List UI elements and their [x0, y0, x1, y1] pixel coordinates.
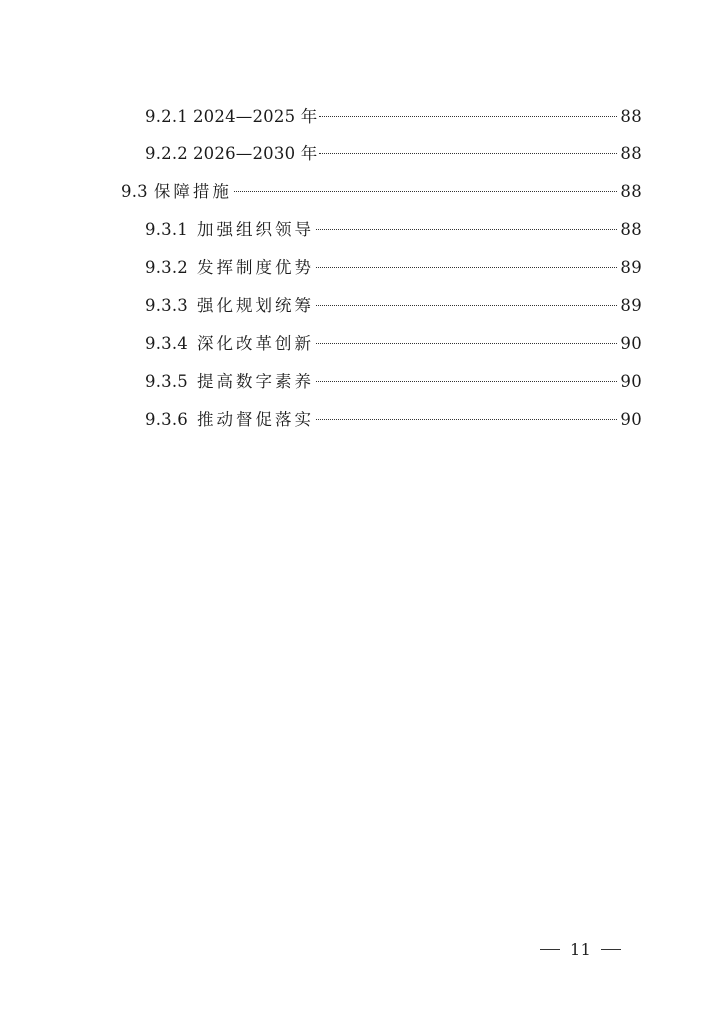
toc-entry-9-2-2[interactable]	[145, 141, 642, 167]
toc-entry-page: 90	[620, 410, 642, 429]
toc-entry-page: 90	[620, 334, 642, 353]
toc-entry-9-2-1[interactable]	[145, 104, 642, 130]
toc-entry-page: 89	[620, 296, 642, 315]
toc-entry-title: 强化规划统筹	[196, 296, 314, 315]
toc-entry-title: 加强组织领导	[196, 220, 314, 239]
toc-entry-number: 9.3.6	[145, 410, 188, 429]
dot-leader	[316, 267, 617, 268]
toc-entry-page: 88	[620, 182, 642, 201]
toc-entry-number: 9.3.1	[145, 220, 188, 239]
toc-entry-page: 88	[620, 107, 642, 126]
toc-entry-title: 保障措施	[153, 182, 232, 201]
dot-leader	[316, 305, 617, 306]
toc-entry-9-3-6[interactable]	[145, 407, 642, 433]
toc-entry-page: 88	[620, 144, 642, 163]
toc-entry-title: 深化改革创新	[196, 334, 314, 353]
toc-entry-page: 88	[620, 220, 642, 239]
toc-entry-9-3-1[interactable]	[145, 217, 642, 243]
page-footer	[540, 936, 621, 962]
dot-leader	[316, 419, 617, 420]
toc-entry-number: 9.3	[121, 182, 148, 201]
dot-leader	[316, 343, 617, 344]
footer-dash-right	[601, 949, 621, 950]
toc-entry-page: 89	[620, 258, 642, 277]
page-number: 11	[570, 939, 592, 959]
toc-entry-9-3-2[interactable]	[145, 255, 642, 281]
toc-entry-title: 发挥制度优势	[196, 258, 314, 277]
toc-entry-title: 2024—2025 年	[192, 107, 318, 126]
toc-entry-9-3-3[interactable]	[145, 293, 642, 319]
toc-entry-number: 9.3.5	[145, 372, 188, 391]
toc-entry-number: 9.3.3	[145, 296, 188, 315]
toc-entry-title: 2026—2030 年	[192, 144, 318, 163]
footer-dash-left	[540, 949, 560, 950]
dot-leader	[319, 153, 617, 154]
dot-leader	[316, 381, 617, 382]
dot-leader	[316, 229, 617, 230]
toc-entry-9-3-4[interactable]	[145, 331, 642, 357]
toc-entry-number: 9.2.2	[145, 144, 188, 163]
toc-entry-number: 9.2.1	[145, 107, 188, 126]
toc-entry-number: 9.3.4	[145, 334, 188, 353]
toc-entry-9-3-5[interactable]	[145, 369, 642, 395]
toc-entry-9-3[interactable]	[121, 179, 642, 205]
dot-leader	[234, 191, 618, 192]
toc-entry-page: 90	[620, 372, 642, 391]
dot-leader	[319, 116, 617, 117]
toc-entry-title: 提高数字素养	[196, 372, 314, 391]
toc-entry-title: 推动督促落实	[196, 410, 314, 429]
toc-entry-number: 9.3.2	[145, 258, 188, 277]
